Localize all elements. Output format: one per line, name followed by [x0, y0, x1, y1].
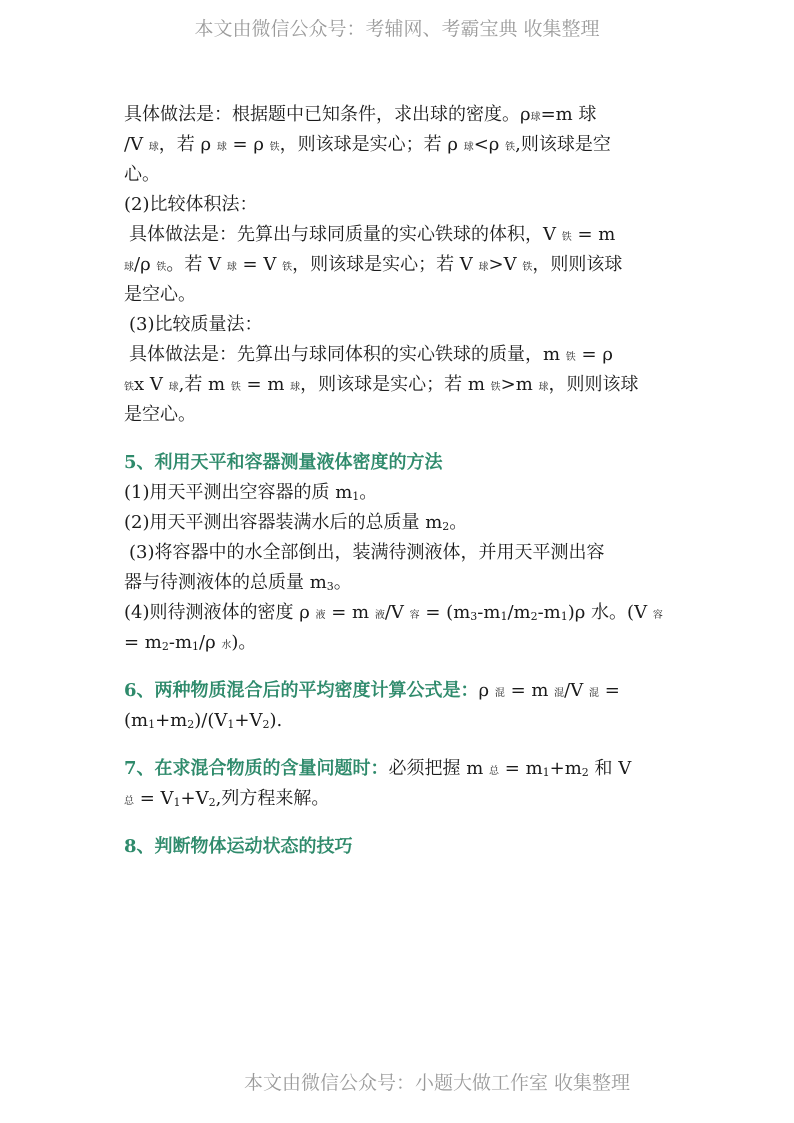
page-footer-watermark: 本文由微信公众号：小题大做工作室 收集整理 — [243, 1072, 631, 1094]
document-body — [124, 100, 684, 862]
text-line: (3)比较质量法： — [129, 314, 263, 335]
section-heading-5: 5、利用天平和容器测量液体密度的方法 — [124, 452, 443, 473]
text-line: (2)用天平测出容器装满水后的总质量 m2。 — [124, 512, 468, 533]
section-heading-6: 6、两种物质混合后的平均密度计算公式是： — [124, 680, 479, 701]
text-line: 球/ρ 铁。若 V 球 = V 铁，则该球是实心；若 V 球>V 铁，则则该球 — [124, 254, 623, 275]
text-line: = m2-m1/ρ 水)。 — [124, 632, 257, 653]
section-heading-8: 8、判断物体运动状态的技巧 — [124, 836, 353, 857]
text-line: 器与待测液体的总质量 m3。 — [124, 572, 352, 593]
text-line: 铁x V 球,若 m 铁 = m 球，则该球是实心；若 m 铁>m 球，则则该球 — [124, 374, 639, 395]
section-heading-7: 7、在求混合物质的含量问题时： — [124, 758, 389, 779]
text-line: (4)则待测液体的密度 ρ 液 = m 液/V 容 = (m3-m1/m2-m1)ρ 水。(V 容 — [124, 602, 663, 623]
text-line: 是空心。 — [124, 404, 196, 425]
text-line: (2)比较体积法： — [124, 194, 258, 215]
text-line: 具体做法是：根据题中已知条件，求出球的密度。ρ球=m 球 — [124, 104, 597, 125]
text-line: 具体做法是：先算出与球同体积的实心铁球的质量，m 铁 = ρ — [129, 344, 613, 365]
section-6: 6、两种物质混合后的平均密度计算公式是：ρ 混 = m 混/V 混 = — [124, 680, 620, 701]
text-line: 是空心。 — [124, 284, 196, 305]
page-header-watermark: 本文由微信公众号：考辅网、考霸宝典 收集整理 — [194, 18, 600, 40]
text-line: (1)用天平测出空容器的质 m1。 — [124, 482, 378, 503]
text-line: (m1+m2)/(V1+V2). — [124, 710, 283, 731]
text-line: 具体做法是：先算出与球同质量的实心铁球的体积，V 铁 = m — [129, 224, 616, 245]
text-line: 总 = V1+V2,列方程来解。 — [124, 788, 330, 809]
text-line: (3)将容器中的水全部倒出，装满待测液体，并用天平测出容 — [129, 542, 605, 563]
section-7: 7、在求混合物质的含量问题时：必须把握 m 总 = m1+m2 和 V — [124, 758, 632, 779]
text-line: /V 球，若 ρ 球 = ρ 铁，则该球是实心；若 ρ 球<ρ 铁,则该球是空 — [124, 134, 611, 155]
text-line: 心。 — [124, 164, 160, 185]
